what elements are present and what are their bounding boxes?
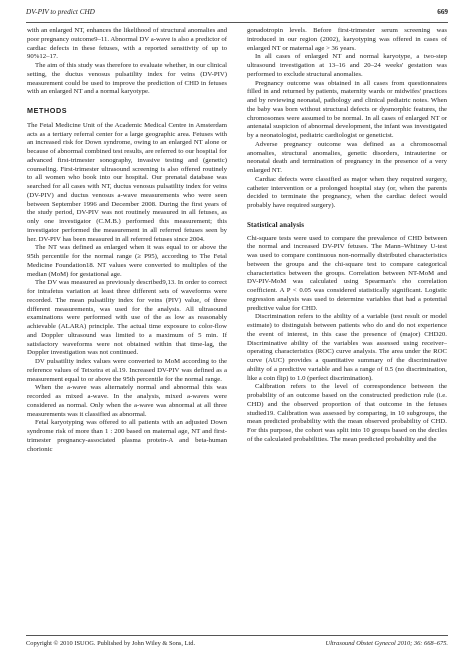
stats-paragraph: Calibration refers to the level of correspondence between the probability of an outcome based on the constructed prediction rule (i.e. CHD) and the observed proportion of that outcome in the fetuses studied19. Calibration was assessed by comparing, in 10 subgroups, the mean predicted probability with the mean observed probability of CHD. For this purpose, the cohort was split into 10 groups based on the deciles of the calculated probabilities. The mean predicted probability and the (247, 383, 447, 443)
methods-paragraph: The Fetal Medicine Unit of the Academic Medical Centre in Amsterdam acts as a tertiary referral center for a large geographic area. Fetuses with an increased risk for Down syndrome, owing to an enlarged NT alone or because of abnormal combined test results, are referred to our hospital for advanced first-trimester sonography, invasive testing and (genetic) counseling. First-trimester ultrasound screening is also offered routinely to all women who book into our hospital. Our prenatal database was searched for all cases with NT, ductus venosus pulsatility index for veins (DV-PIV) and ductus venosus a-wave measurements who were seen between September 1996 and December 2008. During the first years of the study period, DV-PIV was not routinely measured in all fetuses, as only one investigator (C.M.B.) performed this measurement; this investigator performed the measurement in all referred fetuses seen by her. DV-PIV has been measured in all referred fetuses since 2004. (27, 121, 227, 243)
methods-paragraph: Fetal karyotyping was offered to all patients with an adjusted Down syndrome risk of more than 1 : 200 based on maternal age, NT and first-trimester pregnancy-associated plasma protein-A and beta-human chorionic (27, 419, 227, 453)
journal-citation: Ultrasound Obstet Gynecol 2010; 36: 668–675. (325, 640, 448, 647)
intro-paragraph: with an enlarged NT, enhances the likelihood of structural anomalies and poor pregnancy outcome9–11. Abnormal DV a-wave is also a predictor of cardiac defects in these fetuses, with a reported sensitivity of up to 90%12–17. (27, 27, 227, 61)
page-footer (26, 640, 448, 652)
body-paragraph: Pregnancy outcome was obtained in all cases from questionnaires filled in and returned by patients, maternity wards or midwifes' practices and by reviewing neonatal, pathology and clinical pediatric notes. When the baby was born without structural defects or dysmorphic features, the chromosomes were assumed to be normal. In all cases of enlarged NT or antenatal suspicion of abnormal development, the infant was investigated by a neonatologist, pediatric cardiologist or geneticist. (247, 79, 447, 139)
page-number: 669 (437, 8, 448, 16)
copyright-notice: Copyright © 2010 ISUOG. Published by John Wiley & Sons, Ltd. (26, 640, 196, 647)
methods-paragraph: DV pulsatility index values were converted to MoM according to the reference values of Teixeira et al.19. Increased DV-PIV was defined as a measurement equal to or above the 95th percentile for the normal range. (27, 358, 227, 383)
header-rule (26, 22, 448, 23)
body-paragraph: gonadotropin levels. Before first-trimester serum screening was introduced in our region (2002), karyotyping was offered in cases of enlarged NT or maternal age > 36 years. (247, 27, 447, 52)
right-column (247, 27, 447, 631)
methods-paragraph: When the a-wave was alternately normal and abnormal this was recorded as mixed a-wave. In the analysis, mixed a-waves were considered as normal. Only when the a-wave was abnormal at all three measurements was it classified as abnormal. (27, 384, 227, 418)
methods-heading: METHODS (27, 106, 68, 115)
footer-rule (26, 635, 448, 636)
intro-paragraph: The aim of this study was therefore to evaluate whether, in our clinical setting, the ductus venosus pulsatility index for veins (DV-PIV) measurement could be used to improve the prediction of CHD in fetuses with an enlarged NT and a normal karyotype. (27, 62, 227, 96)
running-title: DV-PIV to predict CHD (26, 8, 95, 16)
statistical-analysis-heading: Statistical analysis (247, 220, 305, 229)
body-paragraph: Cardiac defects were classified as major when they required surgery, catheter intervention or a prolonged hospital stay (or, when the parents decided to terminate the pregnancy, when the cardiac defect would probably have required surgery). (247, 175, 447, 209)
page-header (26, 8, 448, 20)
stats-paragraph: Chi-square tests were used to compare the prevalence of CHD between the normal and increased DV-PIV fetuses. The Mann–Whitney U-test was used to compare continuous non-normally distributed characteristics between the groups and the chi-square test to compare categorical characteristics between the groups. Correlation between NT-MoM and DV-PIV-MoM was calculated using Spearman's rho correlation coefficient. A P < 0.05 was considered statistically significant. Logistic regression analysis was used to determine variables that had a potential predictive value for CHD. (247, 234, 447, 312)
body-paragraph: In all cases of enlarged NT and normal karyotype, a two-step ultrasound investigation at 13–16 and 20–24 weeks' gestation was performed to exclude structural anomalies. (247, 53, 447, 78)
methods-paragraph: The DV was measured as previously described9,13. In order to correct for intrafetus variation at least three different sets of waveforms were recorded. The mean pulsatility index for veins (PIV) value, of three different measurements, was used for the analysis. All ultrasound examinations were performed with use of the as low as reasonably achievable (ALARA) principle. The actual time exposure to color-flow and Doppler ultrasound was limited to a maximum of 5 min. If satisfactory waveforms were not obtained within that time-lag, the Doppler investigation was not continued. (27, 279, 227, 357)
body-paragraph: Adverse pregnancy outcome was defined as a chromosomal anomalies, structural anomalies, genetic disorders, intrauterine or neonatal death and termination of pregnancy in the presence of a very enlarged NT. (247, 140, 447, 174)
methods-paragraph: The NT was defined as enlarged when it was equal to or above the 95th percentile for the normal range (≥ P95), according to The Fetal Medicine Foundation18. NT values were converted to multiples of the median (MoM) for gestational age. (27, 244, 227, 278)
stats-paragraph: Discrimination refers to the ability of a variable (test result or model estimate) to distinguish between patients who do and do not experience the event of interest, in this case the presence of (major) CHD20. Discriminative ability of the variables was assessed using receiver–operating characteristics (ROC) curve analysis. The area under the ROC curve (AUC) provides a quantitative summary of the discriminative ability of a predictive variable and has a range of 0.5 (no discrimination, like a coin flip) to 1.0 (perfect discrimination). (247, 313, 447, 382)
left-column (27, 27, 227, 631)
